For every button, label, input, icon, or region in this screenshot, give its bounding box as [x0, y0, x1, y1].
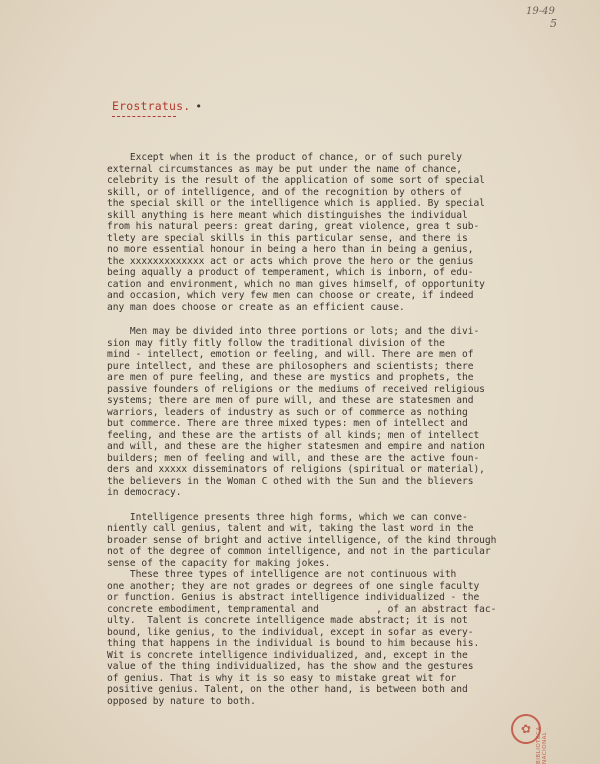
text-line: These three types of intelligence are not continuous with — [107, 569, 457, 580]
text-line: external circumstances as may be put under the name of chance, — [107, 163, 463, 175]
text-line: feeling, and these are the artists of all kinds; men of intellect — [107, 429, 480, 441]
text-line: mind - intellect, emotion or feeling, and will. There are men of — [107, 349, 474, 360]
archive-number: 19-49 — [526, 6, 555, 17]
text-line: positive genius. Talent, on the other hand, is between both and — [107, 684, 468, 695]
paragraph-4 — [107, 569, 593, 707]
text-line: systems; there are men of pure will, and these are statesmen and — [107, 395, 474, 406]
text-line: the special skill or the intelligence which is applied. By special — [107, 198, 485, 209]
document-body — [107, 152, 593, 707]
text-line: builders; men of feeling and will, and these are the active foun- — [107, 452, 480, 464]
document-title: Erostratus. — [112, 99, 191, 113]
text-line: cation and environment, which no man gives himself, of opportunity — [107, 278, 485, 290]
page-number: 5 — [550, 17, 557, 30]
text-line: passive founders of religions or the mediums of received religious — [107, 383, 485, 395]
text-line: sense of the capacity for making jokes. — [107, 557, 331, 569]
text-line: skill anything is here meant which distinguishes the individual — [107, 209, 468, 221]
text-line: but commerce. There are three mixed types: men of intellect and — [107, 418, 468, 429]
text-line: value of the thing individualized, has the show and the gestures — [107, 661, 474, 672]
text-line: and occasion, which very few men can choose or create, if indeed — [107, 290, 474, 301]
text-line: ders and xxxxx disseminators of religions (spiritual or material), — [107, 464, 485, 475]
text-line: bound, like genius, to the individual, except in sofar as every- — [107, 626, 474, 638]
title-mark: • — [195, 100, 202, 113]
text-line: of genius. That is why it is so easy to mistake great wit for — [107, 672, 457, 684]
text-line: warriors, leaders of industry as such or of commerce as nothing — [107, 406, 468, 418]
text-line: the xxxxxxxxxxxxx act or acts which prove the hero or the genius — [107, 255, 474, 267]
text-line: thing that happens in the individual is bound to him because his. — [107, 638, 480, 649]
text-line: Wit is concrete intelligence individualized, and, except in the — [107, 649, 468, 661]
paragraph-gap — [107, 499, 593, 512]
paragraph-3 — [107, 512, 593, 570]
text-line: opposed by nature to both. — [107, 695, 256, 707]
text-line: and will, and these are the higher statesmen and empire and nation — [107, 441, 485, 452]
paragraph-gap — [107, 313, 593, 326]
text-line: the believers in the Woman C othed with the Sun and the blievers — [107, 475, 474, 487]
text-line: in democracy. — [107, 487, 182, 498]
paragraph-1 — [107, 152, 593, 313]
text-line: or function. Genius is abstract intelligence individualized - the — [107, 592, 480, 603]
text-line: ulty. Talent is concrete intelligence made abstract; it is not — [107, 615, 468, 626]
text-line: concrete embodiment, tempramental and , of an abstract fac- — [107, 603, 497, 615]
title-block — [112, 95, 202, 117]
text-line: Men may be divided into three portions or lots; and the divi- — [107, 326, 480, 337]
text-line: broader sense of bright and active intelligence, of the kind through — [107, 534, 497, 546]
text-line: from his natural peers: great daring, great violence, grea t sub- — [107, 221, 480, 232]
text-line: being aqually a product of temperament, which is inborn, of edu- — [107, 267, 474, 278]
text-line: Except when it is the product of chance, or of such purely — [107, 152, 463, 163]
text-line: skill, or of intelligence, and of the recognition by others of — [107, 186, 463, 198]
library-stamp-label: BIBLIOTECA NACIONAL — [536, 726, 548, 764]
text-line: pure intellect, and these are philosophers and scientists; there — [107, 360, 474, 372]
text-line: celebrity is the result of the application of some sort of special — [107, 175, 485, 186]
text-line: Intelligence presents three high forms, which we can conve- — [107, 511, 468, 523]
text-line: tlety are special skills in this particular sense, and there is — [107, 232, 468, 244]
text-line: one another; they are not grades or degrees of one single faculty — [107, 580, 480, 592]
text-line: not of the degree of common intelligence, and not in the particular — [107, 546, 491, 557]
paragraph-2 — [107, 326, 593, 499]
text-line: are men of pure feeling, and these are mystics and prophets, the — [107, 372, 474, 383]
text-line: niently call genius, talent and wit, taking the last word in the — [107, 523, 474, 534]
text-line: no more essential honour in being a hero than in being a genius, — [107, 244, 474, 255]
title-underline — [112, 116, 176, 117]
library-stamp-icon: ✿ — [509, 712, 543, 746]
text-line: sion may fitly fitly follow the traditional division of the — [107, 337, 445, 349]
text-line: any man does choose or create as an efficient cause. — [107, 301, 405, 313]
